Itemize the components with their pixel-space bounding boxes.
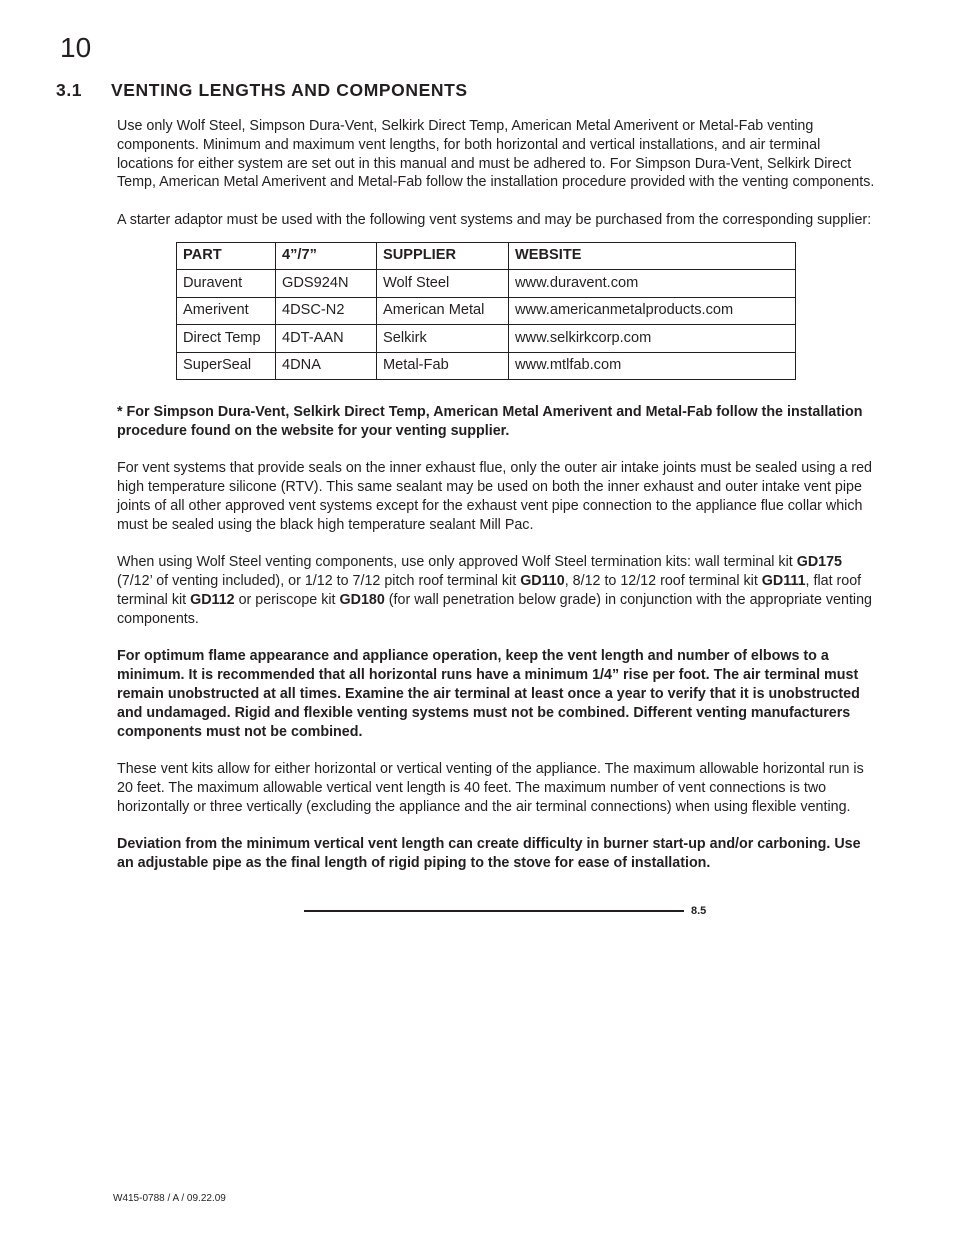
main-content — [117, 117, 879, 892]
cell-website: www.duravent.com — [509, 270, 796, 298]
page-number: 10 — [60, 32, 92, 63]
cell-website: www.selkirkcorp.com — [509, 325, 796, 353]
optimum-operation-warning: For optimum flame appearance and appliance operation, keep the vent length and number of elbows to a minimum. It is recommended that all horizontal runs have a minimum 1/4” rise per foot. The air terminal must remain unobstructed at all times. Examine the air terminal at least once a year to verify that it is unobstructed and undamaged. Rigid and flexible venting systems must not be combined. Different venting manufacturers components must not be combined. — [117, 648, 860, 740]
table-row — [177, 270, 796, 298]
cell-supplier: American Metal — [377, 297, 509, 325]
vent-limits-paragraph: These vent kits allow for either horizontal or vertical venting of the appliance. The maximum allowable horizontal run is 20 feet. The maximum allowable vertical vent length is 40 feet. The maximum number of vent connections is two horizontally or three vertically (excluding the appliance and the air terminal connections) when using flexible venting. — [117, 761, 864, 815]
supplier-note: * For Simpson Dura-Vent, Selkirk Direct Temp, American Metal Amerivent and Metal-Fab follow the installation procedure found on the website for your venting supplier. — [117, 404, 863, 439]
cell-part: SuperSeal — [177, 352, 276, 380]
cell-size: GDS924N — [276, 270, 377, 298]
column-header-supplier: SUPPLIER — [377, 242, 509, 270]
cell-supplier: Metal-Fab — [377, 352, 509, 380]
cell-supplier: Wolf Steel — [377, 270, 509, 298]
cell-size: 4DT-AAN — [276, 325, 377, 353]
column-header-size: 4”/7” — [276, 242, 377, 270]
kit-code: GD112 — [190, 592, 235, 609]
kit-code: GD180 — [339, 592, 385, 609]
section-number: 3.1 — [56, 80, 83, 100]
cell-supplier: Selkirk — [377, 325, 509, 353]
section-heading — [56, 79, 468, 101]
cell-part: Direct Temp — [177, 325, 276, 353]
cell-website: www.mtlfab.com — [509, 352, 796, 380]
kit-code: GD110 — [520, 573, 565, 590]
intro-paragraph: Use only Wolf Steel, Simpson Dura-Vent, Selkirk Direct Temp, American Metal Amerivent or Metal-Fab venting components. Minimum and maximum vent lengths, for both horizontal and vertical installations, and air terminal locations for either system are set out in this manual and must be adhered to. For Simpson Dura-Vent, Selkirk Direct Temp, American Metal Amerivent and Metal-Fab follow the installation procedure provided with the venting components. — [117, 118, 875, 191]
cell-website: www.americanmetalproducts.com — [509, 297, 796, 325]
cell-part: Amerivent — [177, 297, 276, 325]
starter-adaptor-table — [176, 242, 796, 381]
kit-code: GD175 — [796, 554, 843, 571]
revision-label: 8.5 — [691, 905, 707, 917]
table-row — [177, 352, 796, 380]
revision-divider — [304, 910, 684, 912]
termination-kits-paragraph: When using Wolf Steel venting components, use only approved Wolf Steel termination kits: wall terminal kit GD175 (7/12’ of venting included), or 1/12 to 7/12 pitch roof terminal kit GD110, 8/12 to 12/12 roof terminal kit GD111, flat roof terminal kit GD112 or periscope kit GD180 (for wall penetration below grade) in conjunction with the appropriate venting components. — [117, 554, 872, 627]
sealing-paragraph: For vent systems that provide seals on the inner exhaust flue, only the outer air intake joints must be sealed using a red high temperature silicone (RTV). This same sealant may be used on both the inner exhaust and outer intake vent pipe joints of all other approved vent systems except for the exhaust vent pipe connection to the appliance flue collar which must be sealed using the black high temperature sealant Mill Pac. — [117, 460, 872, 533]
document-code: W415-0788 / A / 09.22.09 — [113, 1193, 226, 1204]
deviation-warning: Deviation from the minimum vertical vent length can create difficulty in burner start-up and/or carboning. Use an adjustable pipe as the final length of rigid piping to the stove for ease of installation. — [117, 836, 861, 872]
column-header-website: WEBSITE — [509, 242, 796, 270]
table-row — [177, 325, 796, 353]
cell-part: Duravent — [177, 270, 276, 298]
kit-code: GD111 — [761, 573, 806, 590]
cell-size: 4DSC-N2 — [276, 297, 377, 325]
cell-size: 4DNA — [276, 352, 377, 380]
table-row — [177, 297, 796, 325]
section-title: VENTING LENGTHS AND COMPONENTS — [111, 80, 468, 100]
table-header-row — [177, 242, 796, 270]
adaptor-note: A starter adaptor must be used with the following vent systems and may be purchased from the corresponding supplier: — [117, 211, 872, 228]
column-header-part: PART — [177, 242, 276, 270]
